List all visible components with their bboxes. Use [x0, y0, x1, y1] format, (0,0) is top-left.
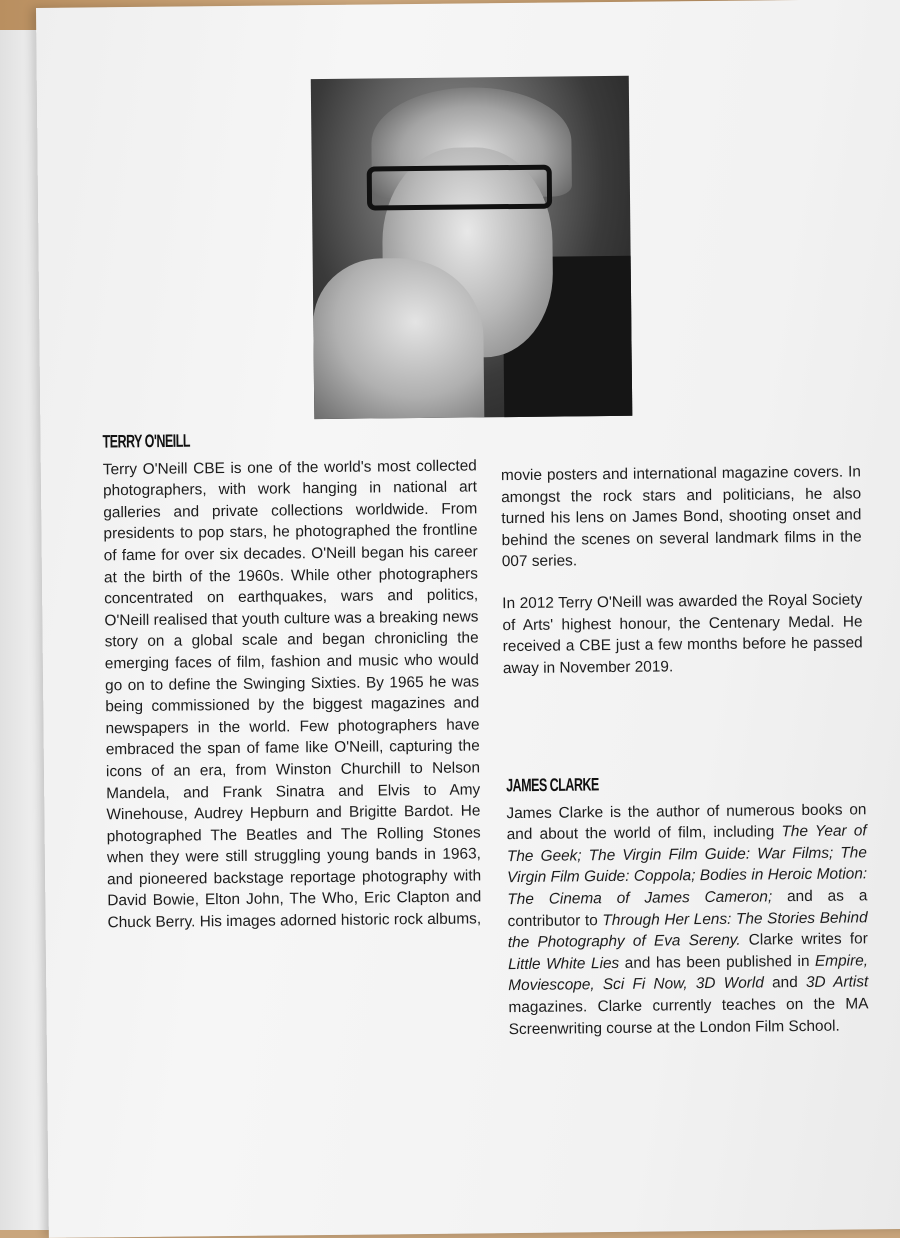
james-bio-column: [506, 767, 869, 1040]
james-bio-paragraph: [506, 799, 868, 1040]
terry-bio-paragraph-2: movie posters and international magazine covers. In amongst the rock stars and politicians, he also turned his lens on James Bond, shooting onset and behind the scenes on several landmark films in the 007 series.: [500, 463, 862, 571]
james-clarke-heading: JAMES CLARKE: [506, 774, 599, 796]
james-bio-text-6: magazines. Clarke currently teaches on the MA Screenwriting course at the London Film School.: [508, 995, 869, 1038]
terry-oneill-heading: TERRY O'NEILL: [102, 430, 191, 452]
james-contributor-title: Through Her Lens: The Stories Behind the Photography of Eva Sereny.: [507, 908, 868, 952]
terry-bio-paragraph-3: In 2012 Terry O'Neill was awarded the Royal Society of Arts' highest honour, the Centenary Medal. He received a CBE just a few months before he passed away in November 2019.: [502, 591, 863, 677]
james-bio-text-1: James Clarke is the author of numerous books on and about the world of film, including: [506, 800, 867, 844]
portrait-glasses: [367, 165, 552, 211]
james-bio-text-3: Clarke writes for: [740, 930, 868, 949]
james-publication-list: Empire, Moviescope, Sci Fi Now, 3D World: [508, 952, 869, 995]
james-bio-text-2: and as a contributor to: [507, 887, 868, 930]
book-page: [36, 0, 900, 1238]
james-book-titles: The Year of The Geek; The Virgin Film Guide: War Films; The Virgin Film Guide: Coppola; Bodies in Heroic Motion: The Cinema of James Cameron;: [506, 822, 868, 909]
author-portrait-photo: [311, 76, 633, 419]
terry-bio-right-column: [501, 461, 863, 679]
terry-bio-left-column: [102, 423, 481, 934]
james-publication-2: 3D Artist: [805, 973, 869, 992]
james-bio-text-5: and: [763, 974, 807, 992]
james-publication-1: Little White Lies: [507, 954, 620, 973]
james-bio-text-4: and has been published in: [619, 952, 816, 972]
terry-bio-paragraph-1: Terry O'Neill CBE is one of the world's most collected photographers, with work hanging in national art galleries and private collections worldwide. From presidents to pop stars, he photographed the frontline of fame for over six decades. O'Neill began his career at the birth of the 1960s. While other photographers concentrated on earthquakes, wars and politics, O'Neill realised that youth culture was a breaking news story on a global scale and began chronicling the emerging faces of film, fashion and music who would go on to define the Swinging Sixties. By 1965 he was being commissioned by the biggest magazines and newspapers in the world. Few photographers have embraced the span of fame like O'Neill, capturing the icons of an era, from Winston Churchill to Nelson Mandela, and Frank Sinatra and Elvis to Amy Winehouse, Audrey Hepburn and Brigitte Bardot. He photographed The Beatles and The Rolling Stones when they were still struggling young bands in 1963, and pioneered backstage reportage photography with David Bowie, Elton John, The Who, Eric Clapton and Chuck Berry. His images adorned historic rock albums,: [102, 457, 482, 932]
portrait-hands: [313, 257, 485, 419]
